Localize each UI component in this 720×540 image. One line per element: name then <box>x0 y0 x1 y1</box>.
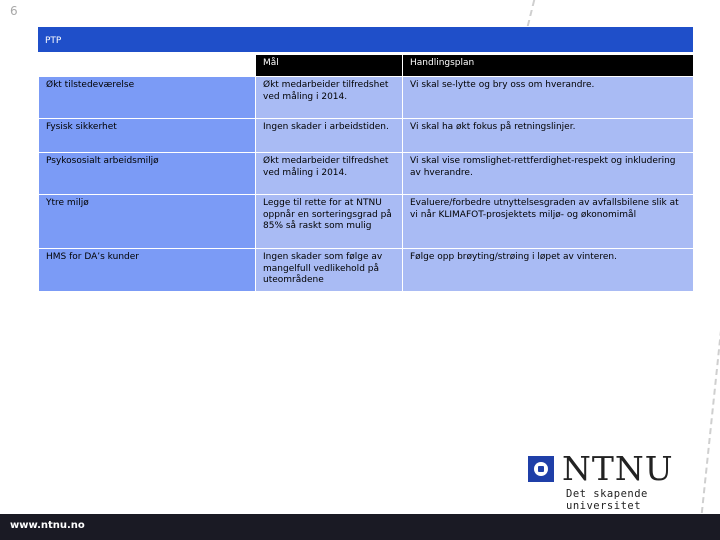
page-number: 6 <box>10 4 18 18</box>
footer-bar <box>0 514 720 540</box>
header-cell-empty <box>39 55 255 76</box>
goal-cell: Legge til rette for at NTNU oppnår en sorteringsgrad på 85% så raskt som mulig <box>256 195 402 248</box>
plan-cell: Vi skal vise romslighet-rettferdighet-respekt og inkludering av hverandre. <box>403 153 693 194</box>
header-cell-goal: Mål <box>256 55 402 76</box>
category-cell: HMS for DA’s kunder <box>39 249 255 291</box>
decorative-dashed-line-right <box>701 300 720 513</box>
table-row <box>39 119 693 152</box>
table-row <box>39 153 693 194</box>
decorative-dashed-line-top <box>527 0 535 26</box>
goal-cell: Ingen skader som følge av mangelfull vedlikehold på uteområdene <box>256 249 402 291</box>
goal-cell: Økt medarbeider tilfredshet ved måling i 2014. <box>256 153 402 194</box>
plan-cell: Vi skal se-lytte og bry oss om hverandre. <box>403 77 693 118</box>
plan-cell: Vi skal ha økt fokus på retningslinjer. <box>403 119 693 152</box>
page-title: PTP <box>45 36 62 46</box>
plan-cell: Følge opp brøyting/strøing i løpet av vinteren. <box>403 249 693 291</box>
logo-tagline: Det skapende universitet <box>566 488 648 512</box>
category-cell: Ytre miljø <box>39 195 255 248</box>
ntnu-logo <box>528 449 703 512</box>
goal-cell: Økt medarbeider tilfredshet ved måling i 2014. <box>256 77 402 118</box>
ntnu-logo-icon <box>528 456 554 482</box>
action-plan-table <box>38 54 694 292</box>
category-cell: Økt tilstedeværelse <box>39 77 255 118</box>
table-row <box>39 249 693 291</box>
table-row <box>39 195 693 248</box>
table-header-row <box>39 55 693 76</box>
goal-cell: Ingen skader i arbeidstiden. <box>256 119 402 152</box>
footer-url-link[interactable]: www.ntnu.no <box>10 520 85 531</box>
category-cell: Fysisk sikkerhet <box>39 119 255 152</box>
logo-wordmark: NTNU <box>562 449 674 488</box>
header-cell-plan: Handlingsplan <box>403 55 693 76</box>
plan-cell: Evaluere/forbedre utnyttelsesgraden av avfallsbilene slik at vi når KLIMAFOT-prosjektets miljø- og økonomimål <box>403 195 693 248</box>
table-row <box>39 77 693 118</box>
category-cell: Psykososialt arbeidsmiljø <box>39 153 255 194</box>
header-bar <box>38 27 693 52</box>
